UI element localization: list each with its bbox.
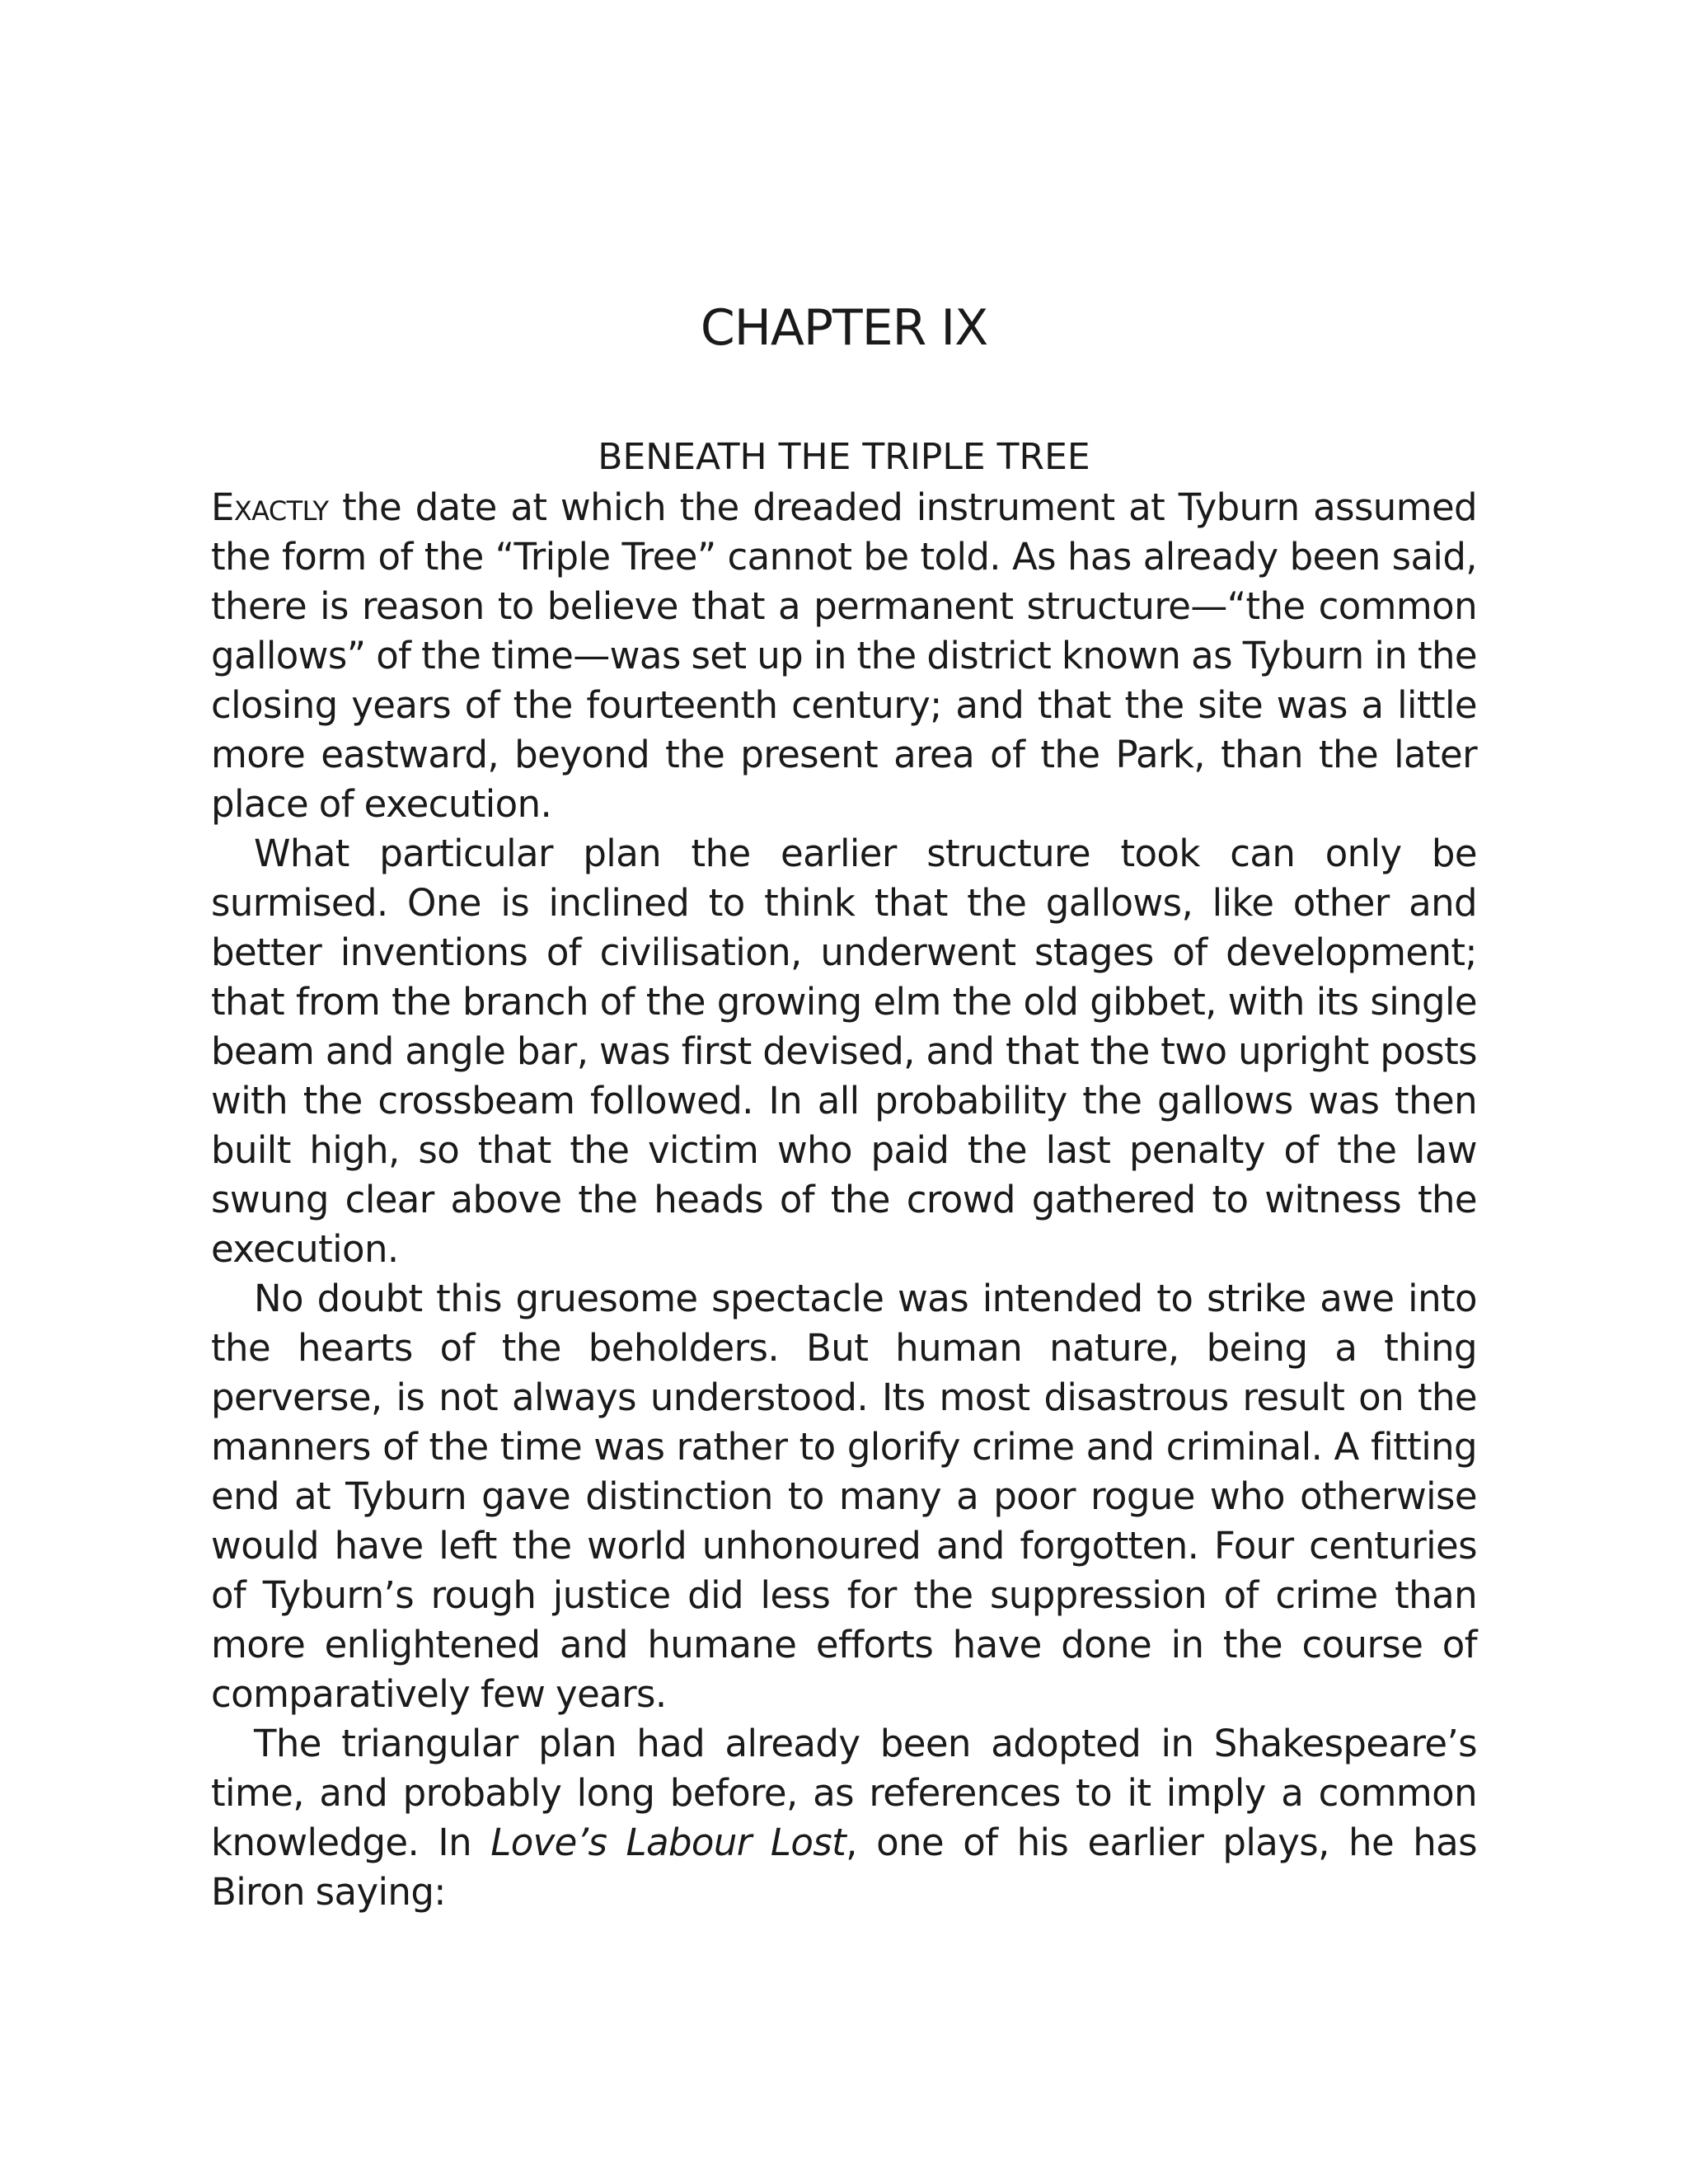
paragraph-1-text: the date at which the dreaded instrument at Tyburn assumed the form of the “Triple Tree” cannot be told. As has already been said, there is reason to believe that a permanent structure—“the common gallows” of the time—was set up in the district known as Tyburn in the closing years of the fourteenth century; and that the site was a little more eastward, beyond the present area of the Park, than the later place of execution.	[211, 485, 1477, 826]
paragraph-3: No doubt this gruesome spectacle was intended to strike awe into the hearts of the beholders. But human nature, being a thing perverse, is not always understood. Its most disastrous result on the manners of the time was rather to glorify crime and criminal. A fitting end at Tyburn gave distinction to many a poor rogue who otherwise would have left the world unhonoured and forgotten. Four centuries of Tyburn’s rough justice did less for the suppression of crime than more enlightened and humane efforts have done in the course of comparatively few years.	[211, 1277, 1477, 1716]
chapter-heading: CHAPTER IX	[700, 299, 988, 357]
paragraph-4-text-before: The triangular plan had already been adopted in Shakespeare’s time, and probably long before, as references to it imply a common knowledge. In	[211, 1722, 1477, 1864]
paragraph-2: What particular plan the earlier structure took can only be surmised. One is inclined to think that the gallows, like other and better inventions of civilisation, underwent stages of development; that from the branch of the growing elm the old gibbet, with its single beam and angle bar, was first devised, and that the two upright posts with the crossbeam followed. In all probability the gallows was then built high, so that the victim who paid the last penalty of the law swung clear above the heads of the crowd gathered to witness the execution.	[211, 832, 1477, 1271]
paragraph-lead-word: Exactly	[211, 485, 329, 529]
paragraph-1	[211, 483, 1477, 829]
paragraph-4-text-after: , one of his earlier plays, he has Biron saying:	[211, 1821, 1477, 1914]
chapter-body	[211, 483, 1477, 1917]
paragraph-4	[211, 1719, 1477, 1917]
play-title: Love’s Labour Lost	[490, 1821, 846, 1864]
chapter-title: BENEATH THE TRIPLE TREE	[598, 436, 1090, 478]
